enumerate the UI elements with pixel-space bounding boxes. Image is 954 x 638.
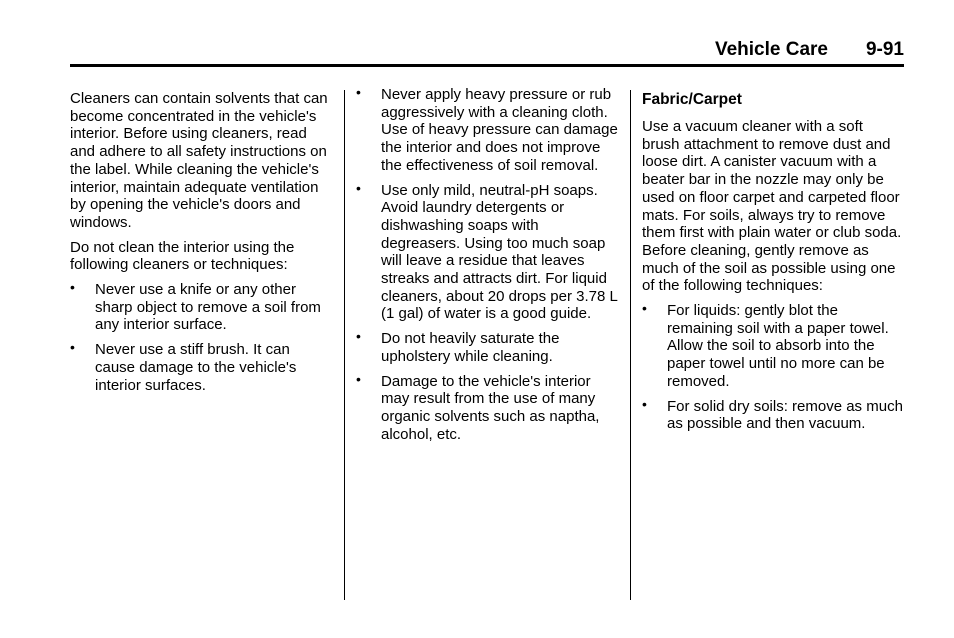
- bullet-list: [356, 86, 620, 443]
- list-item-text: For solid dry soils: remove as much as possible and then vacuum.: [667, 397, 903, 433]
- list-item: [356, 179, 620, 324]
- bullet-icon: •: [356, 179, 361, 196]
- list-item-text: Damage to the vehicle's interior may result from the use of many organic solvents such as naptha, alcohol, etc.: [381, 372, 600, 443]
- page-header: [70, 38, 904, 67]
- list-item: [70, 341, 332, 394]
- page-number: 9-91: [865, 39, 904, 60]
- section-title: Vehicle Care: [714, 39, 828, 60]
- bullet-icon: •: [70, 339, 75, 356]
- paragraph: Use a vacuum cleaner with a soft brush attachment to remove dust and loose dirt. A canister vacuum with a beater bar in the nozzle may only be used on floor carpet and carpeted floor mats. For soils, always try to remove them first with plain water or club soda. Before cleaning, gently remove as much of the soil as possible using one of the following techniques:: [642, 118, 902, 295]
- list-item: [356, 86, 620, 175]
- list-item: [356, 370, 620, 444]
- column-middle: [356, 86, 620, 450]
- list-item: [642, 395, 904, 433]
- paragraph: Do not clean the interior using the following cleaners or techniques:: [70, 238, 295, 274]
- bullet-icon: •: [356, 370, 361, 387]
- list-item: [70, 281, 332, 334]
- column-divider: [344, 90, 345, 600]
- bullet-icon: •: [356, 328, 361, 345]
- list-item-text: Never apply heavy pressure or rub aggressively with a cleaning cloth. Use of heavy pressure can damage the interior and does not improve the effectiveness of soil removal.: [381, 86, 618, 174]
- bullet-icon: •: [642, 395, 647, 412]
- list-item-text: Never use a knife or any other sharp object to remove a soil from any interior surface.: [95, 281, 321, 334]
- list-item: [642, 302, 904, 391]
- list-item-text: Do not heavily saturate the upholstery while cleaning.: [381, 330, 560, 365]
- subsection-heading: Fabric/Carpet: [642, 91, 742, 108]
- column-right: [642, 90, 904, 440]
- list-item-text: For liquids: gently blot the remaining soil with a paper towel. Allow the soil to absorb into the paper towel until no more can be removed.: [667, 302, 889, 390]
- bullet-icon: •: [356, 84, 361, 100]
- bullet-list: [70, 281, 332, 394]
- list-item: [356, 330, 620, 365]
- paragraph: Cleaners can contain solvents that can become concentrated in the vehicle's interior. Before using cleaners, read and adhere to all safety instructions on the label. While cleaning the vehicle's interior, maintain adequate ventilation by opening the vehicle's doors and windows.: [70, 90, 328, 231]
- bullet-list: [642, 302, 904, 433]
- column-left: [70, 90, 332, 401]
- bullet-icon: •: [70, 279, 75, 296]
- bullet-icon: •: [642, 300, 647, 317]
- list-item-text: Never use a stiff brush. It can cause damage to the vehicle's interior surfaces.: [95, 341, 297, 394]
- list-item-text: Use only mild, neutral-pH soaps. Avoid laundry detergents or dishwashing soaps with degreasers. Using too much soap will leave a residue that leaves streaks and attracts dirt. For liquid cleaners, about 20 drops per 3.78 L (1 gal) of water is a good guide.: [381, 181, 618, 323]
- column-divider: [630, 90, 631, 600]
